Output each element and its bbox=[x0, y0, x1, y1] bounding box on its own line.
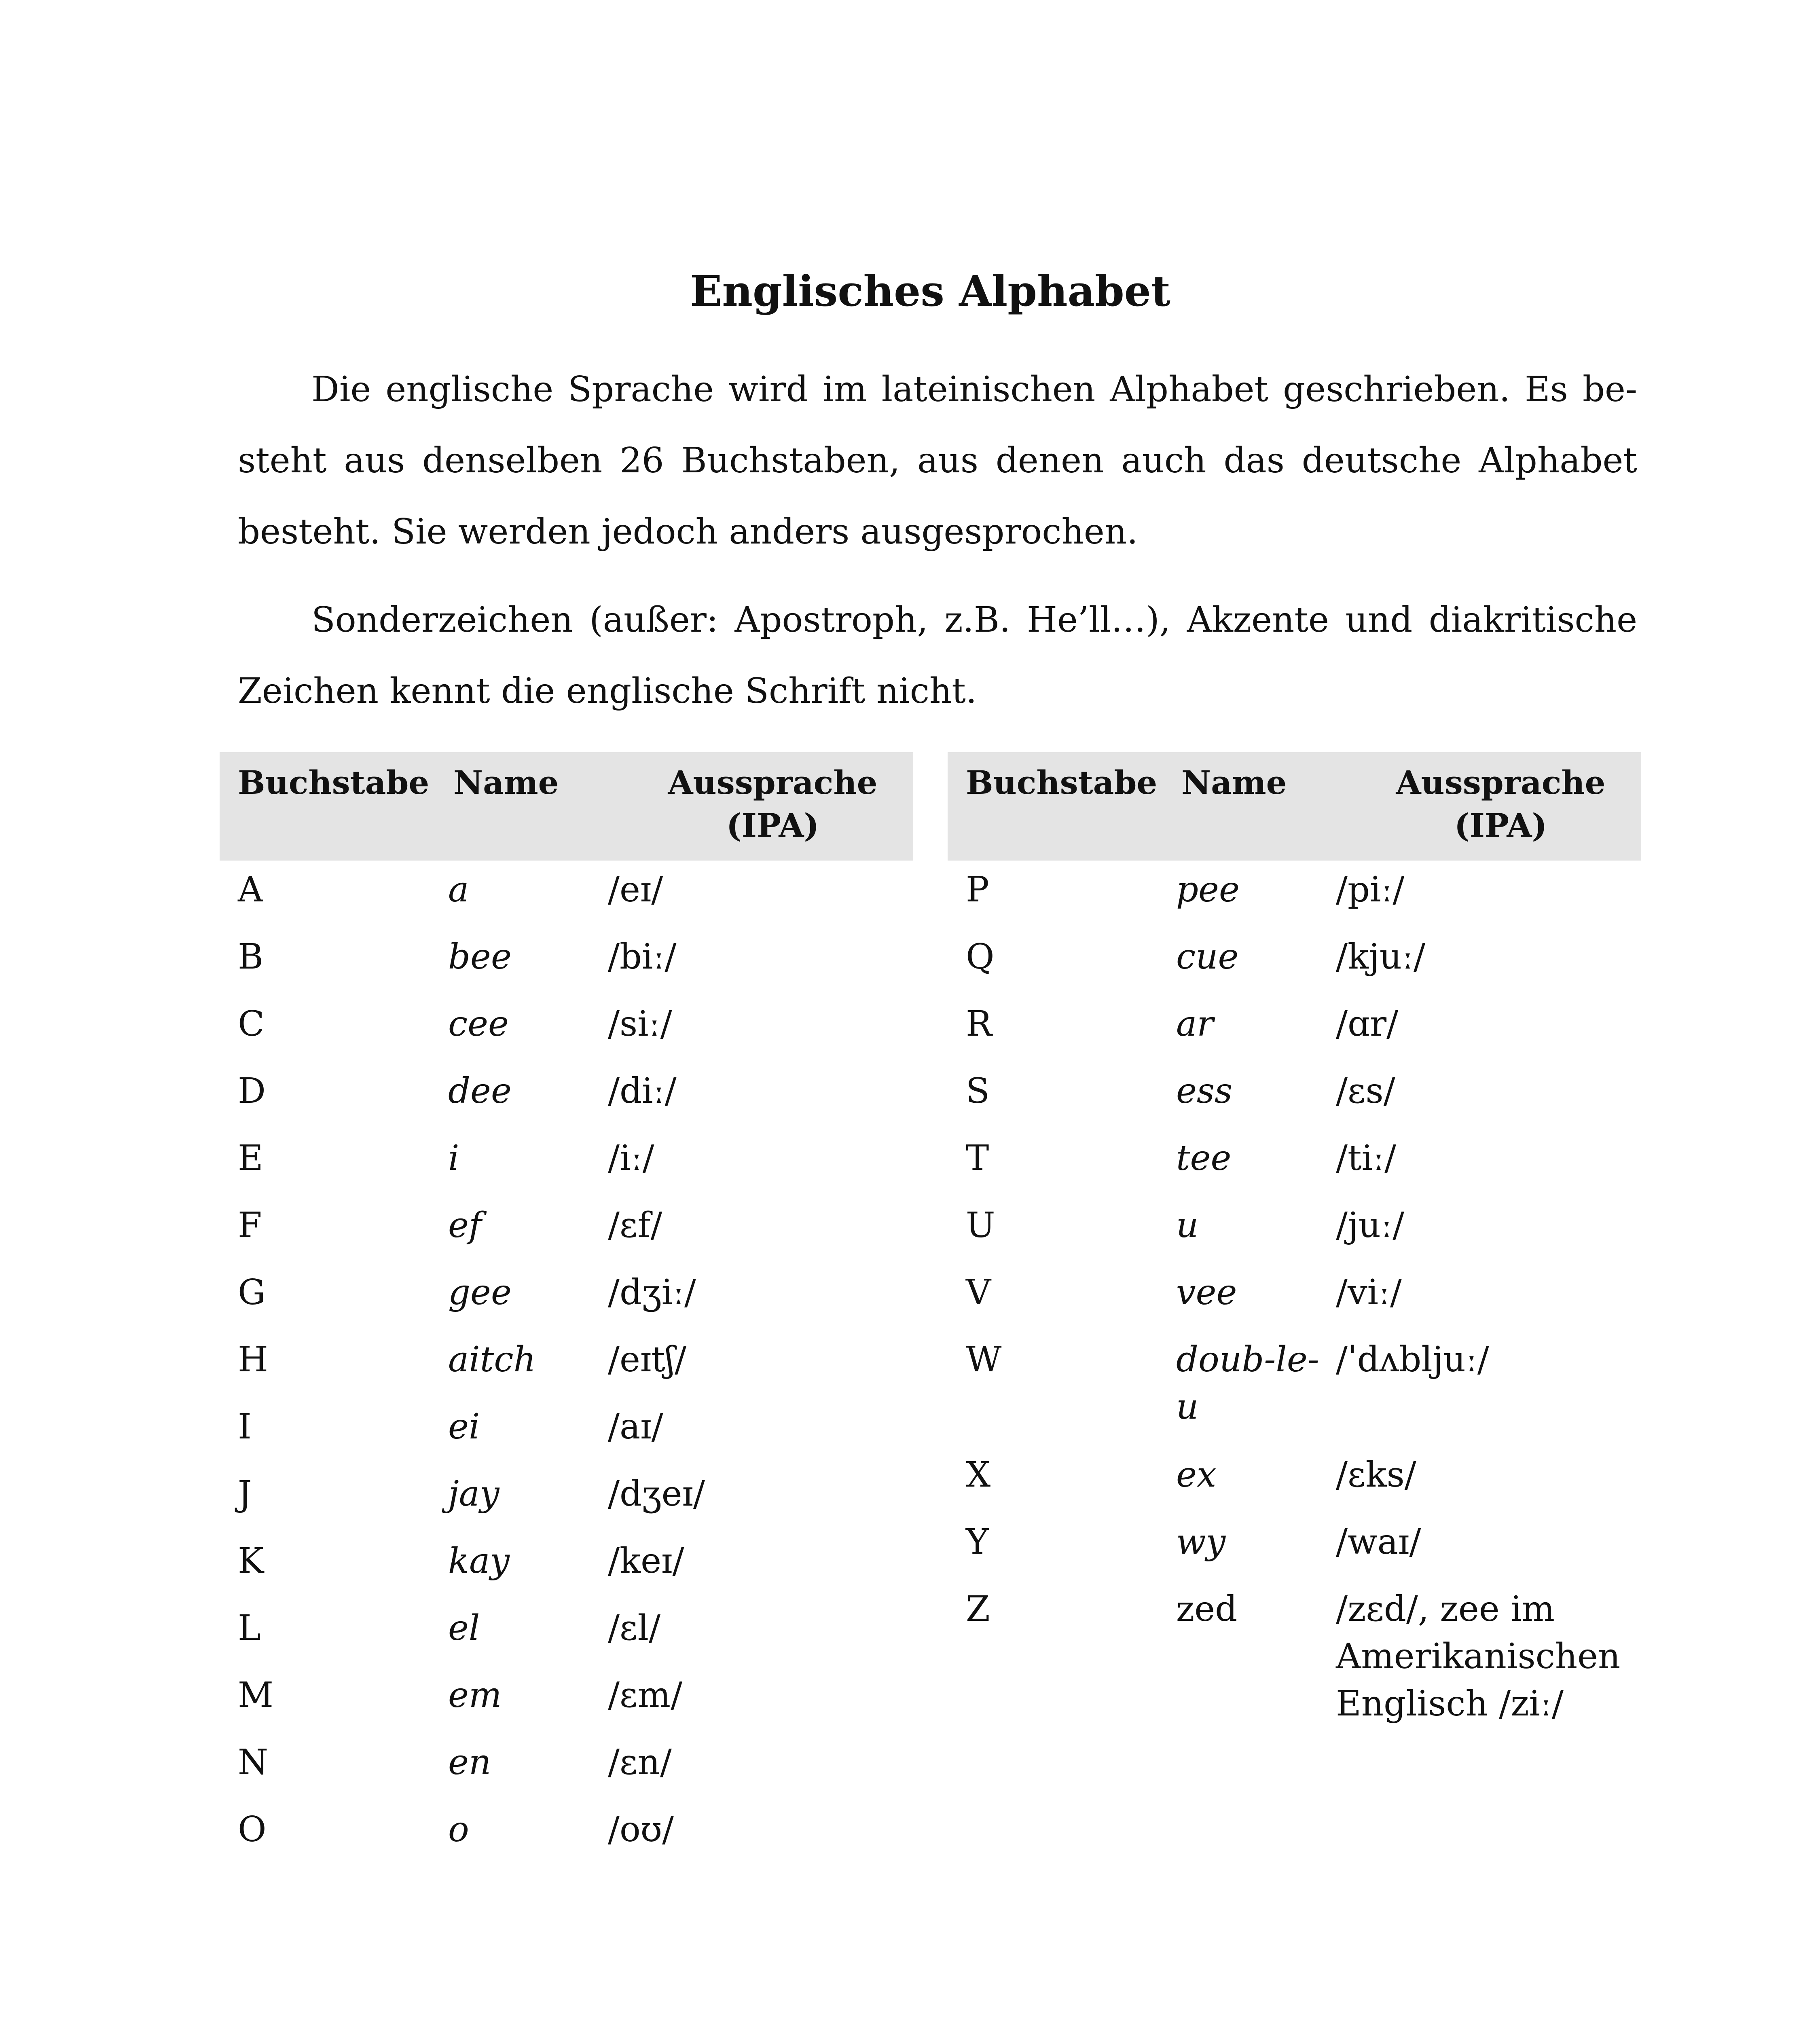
special-characters-paragraph: Sonderzeichen (außer: Apostroph, z.B. He’ll…), Akzente und diakritische Zeichen kennt die englische Schrift nicht. bbox=[238, 600, 1637, 711]
name-cell: el bbox=[448, 1608, 480, 1648]
pronunciation-cell: /dʒiː/ bbox=[608, 1272, 696, 1313]
letter-cell: R bbox=[966, 1004, 992, 1044]
letter-cell: K bbox=[238, 1541, 264, 1581]
name-cell: en bbox=[448, 1742, 491, 1783]
pronunciation-cell: /ˈdʌbljuː/ bbox=[1336, 1339, 1489, 1380]
pronunciation-cell: /eɪtʃ/ bbox=[608, 1339, 687, 1380]
pronunciation-cell: /zɛd/, zee im Amerikanischen Englisch /ziː/ bbox=[1336, 1589, 1621, 1724]
table-row bbox=[948, 1519, 1641, 1586]
letter-cell: H bbox=[238, 1339, 268, 1380]
table-row bbox=[948, 861, 1641, 933]
table-row bbox=[948, 1000, 1641, 1068]
pronunciation-cell: /ɛf/ bbox=[608, 1205, 662, 1246]
table-header-row bbox=[220, 752, 913, 861]
letter-cell: M bbox=[238, 1675, 274, 1715]
pronunciation-cell: /tiː/ bbox=[1336, 1138, 1396, 1178]
page-title: Englisches Alphabet bbox=[690, 266, 1170, 316]
table-row bbox=[220, 1806, 913, 1873]
name-cell: o bbox=[448, 1809, 469, 1850]
table-row bbox=[220, 1403, 913, 1470]
name-cell: cue bbox=[1176, 937, 1239, 977]
pronunciation-cell: /oʊ/ bbox=[608, 1809, 674, 1850]
letter-cell: G bbox=[238, 1272, 266, 1313]
pronunciation-cell: /siː/ bbox=[608, 1004, 672, 1044]
name-cell: tee bbox=[1176, 1138, 1232, 1178]
table-row bbox=[220, 933, 913, 1000]
letter-cell: V bbox=[966, 1272, 991, 1313]
header-name: Name bbox=[446, 752, 608, 861]
letter-cell: C bbox=[238, 1004, 265, 1044]
letter-cell: S bbox=[966, 1071, 990, 1111]
table-row bbox=[948, 1586, 1641, 1728]
name-cell: dee bbox=[448, 1071, 512, 1111]
name-cell: doub-le-u bbox=[1176, 1339, 1319, 1427]
letter-cell: F bbox=[238, 1205, 262, 1246]
table-row bbox=[948, 1068, 1641, 1135]
pronunciation-cell: /biː/ bbox=[608, 937, 677, 977]
letter-cell: L bbox=[238, 1608, 261, 1648]
table-row bbox=[220, 1000, 913, 1068]
letter-cell: O bbox=[238, 1809, 267, 1850]
name-cell: ef bbox=[448, 1205, 482, 1246]
pronunciation-cell: /ɛs/ bbox=[1336, 1071, 1395, 1111]
name-cell: kay bbox=[448, 1541, 510, 1581]
name-cell: jay bbox=[448, 1474, 499, 1514]
table-row bbox=[220, 1672, 913, 1739]
letter-cell: E bbox=[238, 1138, 263, 1178]
name-cell: aitch bbox=[448, 1339, 536, 1380]
name-cell: ar bbox=[1176, 1004, 1214, 1044]
name-cell: em bbox=[448, 1675, 502, 1715]
letter-cell: X bbox=[966, 1455, 991, 1495]
pronunciation-cell: /ɛn/ bbox=[608, 1742, 672, 1783]
letter-cell: W bbox=[966, 1339, 1002, 1380]
letter-cell: Q bbox=[966, 937, 995, 977]
name-cell: ex bbox=[1176, 1455, 1217, 1495]
letter-cell: N bbox=[238, 1742, 269, 1783]
name-cell: ei bbox=[448, 1407, 480, 1447]
table-row bbox=[220, 1605, 913, 1672]
name-cell: ess bbox=[1176, 1071, 1233, 1111]
table-row bbox=[220, 1470, 913, 1538]
table-row bbox=[220, 1068, 913, 1135]
table-row bbox=[220, 1202, 913, 1269]
name-cell: u bbox=[1176, 1205, 1199, 1246]
pronunciation-cell: /piː/ bbox=[1336, 869, 1405, 910]
letter-cell: D bbox=[238, 1071, 266, 1111]
pronunciation-cell: /eɪ/ bbox=[608, 869, 663, 910]
table-row bbox=[948, 1269, 1641, 1336]
letter-cell: T bbox=[966, 1138, 989, 1178]
header-letter: Buchstabe bbox=[220, 752, 446, 861]
letter-cell: A bbox=[238, 869, 263, 910]
header-pronunciation: Aussprache (IPA) bbox=[1336, 752, 1641, 861]
table-row bbox=[220, 1135, 913, 1202]
name-cell: vee bbox=[1176, 1272, 1237, 1313]
name-cell: bee bbox=[448, 937, 512, 977]
letter-cell: Y bbox=[966, 1522, 989, 1562]
name-cell: pee bbox=[1176, 869, 1240, 910]
name-cell: a bbox=[448, 869, 469, 910]
pronunciation-cell: /ɛm/ bbox=[608, 1675, 683, 1715]
letter-cell: I bbox=[238, 1407, 252, 1447]
name-cell: zed bbox=[1176, 1589, 1238, 1629]
table-row bbox=[948, 933, 1641, 1000]
alphabet-table-right bbox=[948, 752, 1641, 1728]
letter-cell: Z bbox=[966, 1589, 990, 1629]
pronunciation-cell: /keɪ/ bbox=[608, 1541, 684, 1581]
table-row bbox=[948, 1451, 1641, 1519]
alphabet-table-left bbox=[220, 752, 913, 1873]
name-cell: cee bbox=[448, 1004, 509, 1044]
table-row bbox=[220, 1739, 913, 1806]
pronunciation-cell: /viː/ bbox=[1336, 1272, 1402, 1313]
header-name: Name bbox=[1174, 752, 1336, 861]
table-row bbox=[948, 1202, 1641, 1269]
table-row bbox=[948, 1336, 1641, 1451]
header-letter: Buchstabe bbox=[948, 752, 1174, 861]
table-row bbox=[220, 1336, 913, 1403]
pronunciation-cell: /ɑr/ bbox=[1336, 1004, 1399, 1044]
pronunciation-cell: /diː/ bbox=[608, 1071, 677, 1111]
pronunciation-cell: /juː/ bbox=[1336, 1205, 1404, 1246]
name-cell: wy bbox=[1176, 1522, 1226, 1562]
pronunciation-cell: /kjuː/ bbox=[1336, 937, 1426, 977]
table-row bbox=[948, 1135, 1641, 1202]
pronunciation-cell: /ɛks/ bbox=[1336, 1455, 1416, 1495]
letter-cell: P bbox=[966, 869, 989, 910]
table-row bbox=[220, 1269, 913, 1336]
letter-cell: U bbox=[966, 1205, 995, 1246]
name-cell: gee bbox=[448, 1272, 512, 1313]
name-cell: i bbox=[448, 1138, 459, 1178]
pronunciation-cell: /dʒeɪ/ bbox=[608, 1474, 705, 1514]
header-pronunciation: Aussprache (IPA) bbox=[608, 752, 913, 861]
table-header-row bbox=[948, 752, 1641, 861]
pronunciation-cell: /aɪ/ bbox=[608, 1407, 663, 1447]
table-row bbox=[220, 1538, 913, 1605]
letter-cell: J bbox=[238, 1474, 252, 1514]
intro-paragraph: Die englische Sprache wird im lateinischen Alphabet geschrieben. Es besteht aus denselben 26 Buchstaben, aus denen auch das deutsche Alphabet besteht. Sie werden jedoch anders ausgesprochen. bbox=[238, 369, 1637, 552]
pronunciation-cell: /waɪ/ bbox=[1336, 1522, 1421, 1562]
letter-cell: B bbox=[238, 937, 264, 977]
pronunciation-cell: /ɛl/ bbox=[608, 1608, 661, 1648]
pronunciation-cell: /iː/ bbox=[608, 1138, 654, 1178]
table-row bbox=[220, 861, 913, 933]
